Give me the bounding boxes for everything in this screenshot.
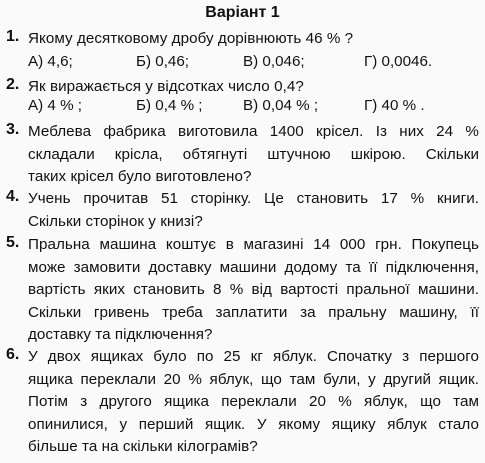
task-line: Якому десятковому дробу дорівнюють 46 % ? — [28, 30, 354, 47]
task-line: Пральна машина коштує в магазині 14 000 грн. Покупець — [28, 236, 479, 253]
task-line: Скільки гривень треба заплатити за пральну машину, її — [28, 303, 479, 321]
task-4 — [6, 188, 479, 233]
task-text — [28, 76, 479, 99]
option-a: А) 4 % ; — [28, 97, 83, 114]
task-line: Учень прочитав 51 сторінку. Це становить 17 % книги. — [28, 190, 479, 207]
task-number: 3. — [6, 121, 20, 138]
task-1 — [6, 28, 479, 51]
task-line: доставку та підключення? — [28, 326, 213, 344]
task-text — [28, 346, 479, 459]
task-2-options — [28, 97, 479, 119]
task-6 — [6, 346, 479, 459]
task-text — [28, 188, 479, 233]
task-line: Скільки сторінок у книзі? — [28, 212, 203, 230]
task-5 — [6, 234, 479, 347]
task-text — [28, 121, 479, 189]
task-line: вартість яких становить 8 % від вартості пральної машини. — [28, 281, 479, 299]
task-number: 6. — [6, 346, 20, 363]
option-b: Б) 0,4 % ; — [136, 97, 203, 114]
task-line: таких крісел було виготовлено? — [28, 168, 252, 186]
task-line: більше та на скільки кілограмів? — [28, 438, 258, 456]
task-line: Як виражається у відсотках число 0,4? — [28, 78, 304, 95]
task-number: 1. — [6, 28, 20, 45]
task-number: 2. — [6, 76, 20, 93]
option-a: А) 4,6; — [28, 53, 73, 70]
task-line: може замовити доставку машини додому та її підключення, — [28, 258, 479, 276]
task-line: Потім з другого ящика переклали 20 % яблук, що там — [28, 393, 479, 411]
option-c: В) 0,046; — [243, 53, 305, 70]
task-line: складали крісла, обтягнуті штучною шкірою. Скільки — [28, 145, 479, 163]
task-text — [28, 234, 479, 347]
task-3 — [6, 121, 479, 189]
option-c: В) 0,04 % ; — [243, 97, 319, 114]
option-d: Г) 40 % . — [364, 97, 425, 114]
option-d: Г) 0,0046. — [364, 53, 433, 70]
variant-title: Варіант 1 — [205, 4, 280, 21]
task-line: ящика переклали 20 % яблук, що там були, у другий ящик. — [28, 370, 479, 388]
task-text — [28, 28, 479, 51]
task-number: 5. — [6, 234, 20, 251]
task-line: опинилися, у перший ящик. У якому ящику яблук стало — [28, 415, 479, 433]
task-number: 4. — [6, 188, 20, 205]
option-b: Б) 0,46; — [136, 53, 190, 70]
task-1-options — [28, 53, 479, 75]
task-2 — [6, 76, 479, 99]
task-line: Меблева фабрика виготовила 1400 крісел. Із них 24 % — [28, 123, 479, 140]
task-line: У двох ящиках було по 25 кг яблук. Спочатку з першого — [28, 348, 479, 365]
